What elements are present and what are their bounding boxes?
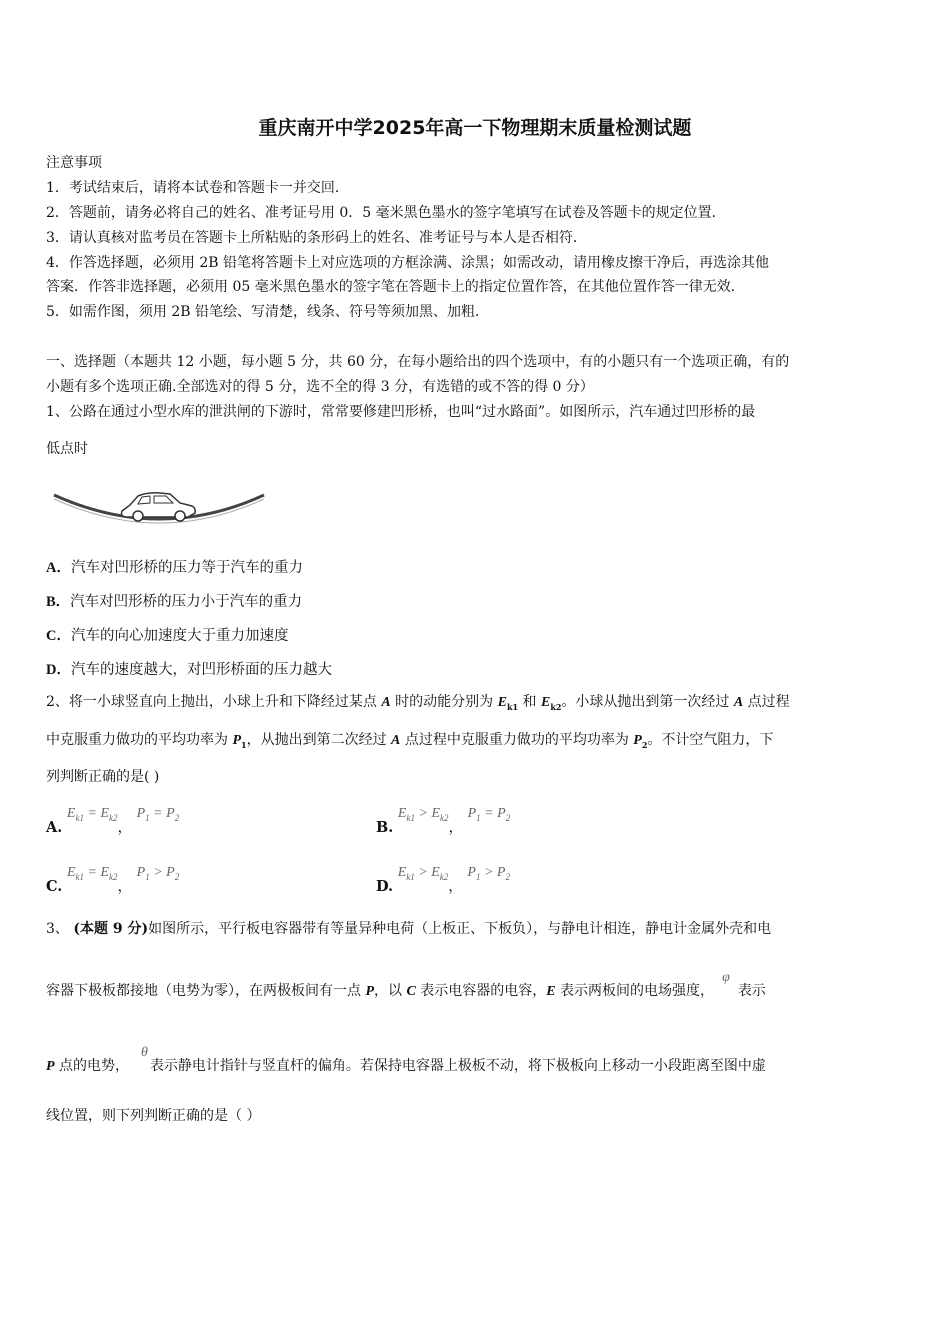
q1-option-a: A．汽车对凹形桥的压力等于汽车的重力: [46, 560, 303, 576]
q2-stem-end: 列判断正确的是( ): [46, 769, 160, 785]
notice-item: 2．答题前，请务必将自己的姓名、准考证号用 0．5 毫米黑色墨水的签字笔填写在试卷及答题卡的规定位置．: [46, 205, 726, 221]
q3-stem-cont2: P 点的电势，θ表示静电计指针与竖直杆的偏角。若保持电容器上极板不动，将下极板向上移动一小段距离至图中虚: [46, 1045, 766, 1074]
q1-option-b: B．汽车对凹形桥的压力小于汽车的重力: [46, 594, 303, 610]
q2-option-c: C. $E_{k1} = E_{k2}$， $P_1 > P_2$: [46, 865, 180, 895]
notice-item: 答案．作答非选择题，必须用 05 毫米黑色墨水的签字笔在答题卡上的指定位置作答，在其他位置作答一律无效．: [46, 279, 745, 295]
q2-option-a: A. $E_{k1} = E_{k2}$， $P_1 = P_2$: [46, 806, 180, 836]
q1-option-c: C．汽车的向心加速度大于重力加速度: [46, 628, 289, 644]
section-heading-cont: 小题有多个选项正确.全部选对的得 5 分，选不全的得 3 分，有选错的或不答的得 0 分）: [46, 379, 594, 395]
q2-option-b: B. $E_{k1} > E_{k2}$， $P_1 = P_2$: [376, 806, 511, 836]
q2-stem-cont: 中克服重力做功的平均功率为 $P_1$，从抛出到第二次经过 A 点过程中克服重力做功的平均功率为 $P_2$。不计空气阻力，下: [46, 732, 774, 750]
notice-item: 4．作答选择题，必须用 2B 铅笔将答题卡上对应选项的方框涂满、涂黑；如需改动，请用橡皮擦干净后，再选涂其他: [46, 255, 769, 271]
notice-heading: 注意事项: [46, 155, 102, 171]
notice-item: 1．考试结束后，请将本试卷和答题卡一并交回．: [46, 180, 349, 196]
q2-option-d: D. $E_{k1} > E_{k2}$， $P_1 > P_2$: [376, 865, 510, 895]
notice-item: 5．如需作图，须用 2B 铅笔绘、写清楚，线条、符号等须加黑、加粗．: [46, 304, 490, 320]
page-title: 重庆南开中学2025年高一下物理期末质量检测试题: [258, 117, 692, 139]
q1-stem: 1、公路在通过小型水库的泄洪闸的下游时，常常要修建凹形桥，也叫“过水路面”。如图所示，汽车通过凹形桥的最: [46, 404, 756, 420]
notice-item: 3．请认真核对监考员在答题卡上所粘贴的条形码上的姓名、准考证号与本人是否相符．: [46, 230, 587, 246]
q1-option-d: D．汽车的速度越大，对凹形桥面的压力越大: [46, 662, 332, 678]
q1-stem-cont: 低点时: [46, 441, 88, 457]
q3-stem-end: 线位置，则下列判断正确的是（ ）: [46, 1108, 261, 1124]
car-on-concave-bridge-icon: [50, 485, 270, 533]
q2-stem: 2、将一小球竖直向上抛出，小球上升和下降经过某点 A 时的动能分别为 $E_{k1}$ 和 $E_{k2}$。小球从抛出到第一次经过 A 点过程: [46, 694, 790, 712]
q3-stem: 3、 (本题 9 分)如图所示，平行板电容器带有等量异种电荷（上板正、下板负），与静电计相连，静电计金属外壳和电: [46, 921, 772, 937]
q3-stem-cont: 容器下极板都接地（电势为零），在两极板间有一点 P，以 C 表示电容器的电容，E 表示两板间的电场强度，φ表示: [46, 970, 766, 999]
section-heading: 一、选择题（本题共 12 小题，每小题 5 分，共 60 分，在每小题给出的四个选项中，有的小题只有一个选项正确，有的: [46, 354, 790, 370]
